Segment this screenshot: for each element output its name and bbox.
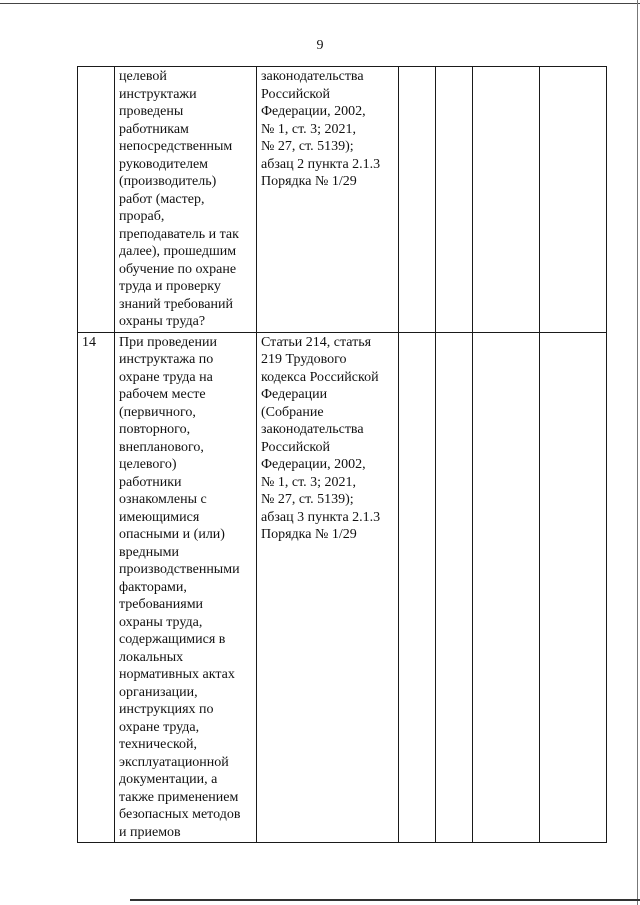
text-line: охраны труда,	[119, 614, 203, 630]
text-line: преподаватель и так	[119, 226, 239, 242]
question-cell	[115, 332, 257, 843]
text-line: законодательства	[261, 69, 364, 84]
reference-cell	[257, 67, 399, 333]
text-line: далее), прошедшим	[119, 244, 237, 259]
text-line: (первичного,	[119, 404, 196, 420]
text-line: абзац 3 пункта 2.1.3	[261, 509, 381, 525]
text-line: 219 Трудового	[261, 352, 347, 367]
scan-top-edge	[0, 3, 640, 4]
text-line: нормативных актах	[119, 667, 235, 682]
text-line: охраны труда?	[119, 314, 206, 329]
text-line: Федерации	[261, 387, 328, 402]
text-line: содержащимися в	[119, 632, 226, 647]
text-line: работники	[119, 474, 182, 490]
notes-cell	[540, 67, 607, 333]
text-line: охране труда на	[119, 369, 213, 385]
answer-no-cell	[436, 67, 473, 333]
reference-cell	[257, 332, 399, 843]
not-applicable-cell	[473, 332, 540, 843]
text-line: Федерации, 2002,	[261, 104, 366, 119]
text-line: обучение по охране	[119, 261, 237, 277]
text-line: инструктажи	[119, 86, 197, 102]
reference-text	[261, 68, 394, 191]
answer-yes-cell	[399, 67, 436, 333]
text-line: труда и проверку	[119, 279, 221, 294]
text-line: повторного,	[119, 422, 191, 437]
text-line: № 1, ст. 3; 2021,	[261, 121, 357, 137]
text-line: законодательства	[261, 422, 364, 437]
text-line: абзац 2 пункта 2.1.3	[261, 156, 381, 172]
text-line: При проведении	[119, 334, 217, 350]
text-line: также применением	[119, 789, 239, 805]
question-text	[119, 68, 252, 331]
notes-cell	[540, 332, 607, 843]
page-number: 9	[316, 38, 324, 53]
text-line: Федерации, 2002,	[261, 457, 366, 472]
text-line: эксплуатационной	[119, 754, 229, 770]
text-line: требованиями	[119, 597, 204, 612]
text-line: № 27, ст. 5139);	[261, 492, 354, 507]
text-line: ознакомлены с	[119, 492, 207, 507]
text-line: и приемов	[119, 824, 181, 840]
text-line: рабочем месте	[119, 387, 206, 402]
text-line: Статьи 214, статья	[261, 334, 372, 350]
text-line: охране труда,	[119, 719, 200, 735]
question-cell	[115, 67, 257, 333]
text-line: работ (мастер,	[119, 191, 205, 207]
reference-text	[261, 334, 394, 544]
text-line: руководителем	[119, 156, 209, 172]
text-line: технической,	[119, 737, 198, 752]
row-number-cell: 14	[78, 332, 115, 843]
scan-right-edge	[637, 0, 638, 905]
checklist-table	[77, 66, 607, 843]
text-line: локальных	[119, 649, 184, 665]
text-line: № 1, ст. 3; 2021,	[261, 474, 357, 490]
text-line: проведены	[119, 104, 184, 119]
table-row	[78, 67, 607, 333]
text-line: организации,	[119, 684, 198, 700]
text-line: целевой	[119, 69, 167, 84]
text-line: целевого)	[119, 457, 177, 472]
text-line: (производитель)	[119, 174, 217, 189]
text-line: Порядка № 1/29	[261, 174, 357, 189]
scan-bottom-edge	[130, 899, 640, 901]
text-line: документации, а	[119, 772, 218, 787]
answer-no-cell	[436, 332, 473, 843]
text-line: работникам	[119, 121, 189, 137]
text-line: Российской	[261, 86, 330, 102]
text-line: инструкциях по	[119, 702, 214, 717]
answer-yes-cell	[399, 332, 436, 843]
text-line: факторами,	[119, 579, 187, 595]
text-line: инструктажа по	[119, 352, 214, 367]
text-line: № 27, ст. 5139);	[261, 139, 354, 154]
text-line: безопасных методов	[119, 807, 241, 822]
table-row	[78, 332, 607, 843]
not-applicable-cell	[473, 67, 540, 333]
text-line: Порядка № 1/29	[261, 527, 357, 542]
text-line: знаний требований	[119, 296, 233, 312]
text-line: производственными	[119, 562, 240, 577]
row-number-cell	[78, 67, 115, 333]
text-line: опасными и (или)	[119, 527, 225, 542]
text-line: Российской	[261, 439, 330, 455]
text-line: непосредственным	[119, 139, 233, 154]
text-line: имеющимися	[119, 509, 200, 525]
text-line: (Собрание	[261, 404, 324, 420]
text-line: вредными	[119, 544, 180, 560]
text-line: кодекса Российской	[261, 369, 379, 385]
text-line: внепланового,	[119, 439, 204, 455]
question-text	[119, 334, 252, 842]
text-line: прораб,	[119, 209, 165, 224]
